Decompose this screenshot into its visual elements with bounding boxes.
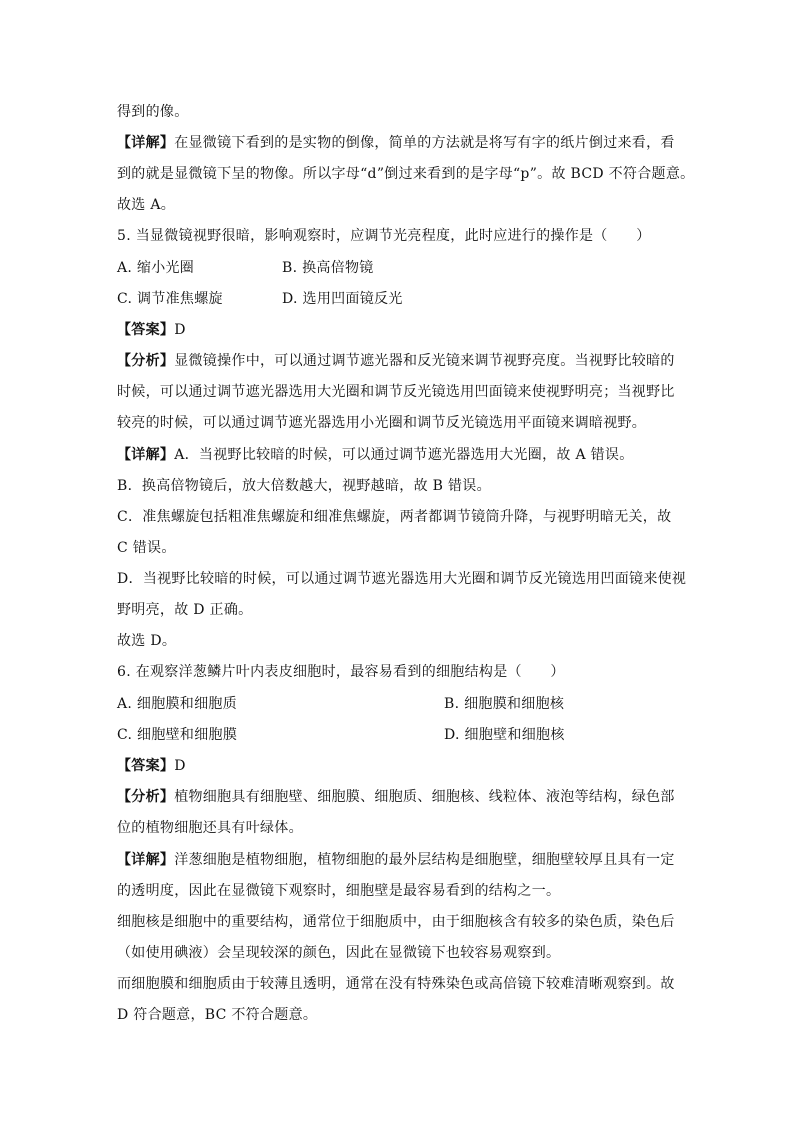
detail-5 — [117, 445, 687, 465]
selection-line: 故选 D。 — [117, 633, 177, 649]
text-line: D．当视野比较暗的时候，可以通过调节遮光器选用大光圈和调节反光镜选用凹面镜来使视 — [117, 571, 687, 587]
answer-value: D — [174, 758, 186, 774]
selection-line: 故选 A。 — [117, 197, 176, 213]
detail-6 — [117, 850, 687, 870]
answer-6 — [117, 756, 687, 776]
analysis-tag: 【分析】 — [117, 353, 175, 369]
answer-tag: 【答案】 — [117, 758, 175, 774]
text-line: 较亮的时候，可以通过调节遮光器选用小光圈和调节反光镜选用平面镜来调暗视野。 — [117, 415, 647, 431]
text-line: 野明亮，故 D 正确。 — [117, 602, 253, 618]
question-5: 5. 当显微镜视野很暗，影响观察时，应调节光亮程度，此时应进行的操作是（ ） — [117, 228, 651, 244]
detail-paragraph-q4 — [117, 133, 687, 153]
text-line: 的透明度，因此在显微镜下观察时，细胞壁是最容易看到的结构之一。 — [117, 883, 561, 899]
text-line: C 错误。 — [117, 540, 176, 556]
text-run: 植物细胞具有细胞壁、细胞膜、细胞质、细胞核、线粒体、液泡等结构，绿色部 — [174, 789, 675, 805]
detail-tag: 【详解】 — [117, 852, 175, 868]
text-line: 时候，可以通过调节遮光器选用大光圈和调节反光镜选用凹面镜来使视野明亮；当视野比 — [117, 384, 675, 400]
text-run: A．当视野比较暗的时候，可以通过调节遮光器选用大光圈，故 A 错误。 — [174, 447, 634, 463]
text-run: 在显微镜下看到的是实物的倒像，简单的方法就是将写有字的纸片倒过来看，看 — [174, 135, 675, 151]
detail-tag: 【详解】 — [117, 447, 175, 463]
text-run: 洋葱细胞是植物细胞，植物细胞的最外层结构是细胞壁，细胞壁较厚且具有一定 — [174, 852, 675, 868]
option-d: D. 细胞壁和细胞核 — [444, 727, 565, 743]
option-b: B. 换高倍物镜 — [282, 260, 374, 276]
detail-tag: 【详解】 — [117, 135, 175, 151]
analysis-6 — [117, 787, 687, 807]
answer-value: D — [174, 322, 186, 338]
analysis-5 — [117, 351, 687, 371]
text-line: 到的就是显微镜下呈的物像。所以字母“d”倒过来看到的是字母“p”。故 BCD 不符合题意。 — [117, 166, 695, 182]
option-d: D. 选用凹面镜反光 — [282, 291, 403, 307]
text-line: C．准焦螺旋包括粗准焦螺旋和细准焦螺旋，两者都调节镜筒升降，与视野明暗无关，故 — [117, 509, 672, 525]
option-a: A. 细胞膜和细胞质 — [117, 696, 238, 712]
text-line: （如使用碘液）会呈现较深的颜色，因此在显微镜下也较容易观察到。 — [117, 945, 561, 961]
option-c: C. 细胞壁和细胞膜 — [117, 727, 238, 743]
text-run: 显微镜操作中，可以通过调节遮光器和反光镜来调节视野亮度。当视野比较暗的 — [174, 353, 675, 369]
answer-5 — [117, 320, 687, 340]
text-line: 位的植物细胞还具有叶绿体。 — [117, 820, 303, 836]
option-a: A. 缩小光圈 — [117, 260, 195, 276]
analysis-tag: 【分析】 — [117, 789, 175, 805]
answer-tag: 【答案】 — [117, 322, 175, 338]
text-line: 而细胞膜和细胞质由于较薄且透明，通常在没有特殊染色或高倍镜下较难清晰观察到。故 — [117, 976, 675, 992]
option-b: B. 细胞膜和细胞核 — [444, 696, 565, 712]
text-line: D 符合题意，BC 不符合题意。 — [117, 1007, 318, 1023]
text-line: B．换高倍物镜后，放大倍数越大，视野越暗，故 B 错误。 — [117, 478, 491, 494]
text-line: 细胞核是细胞中的重要结构，通常位于细胞质中，由于细胞核含有较多的染色质，染色后 — [117, 914, 675, 930]
option-c: C. 调节准焦螺旋 — [117, 291, 223, 307]
text-line: 得到的像。 — [117, 104, 189, 120]
question-6: 6. 在观察洋葱鳞片叶内表皮细胞时，最容易看到的细胞结构是（ ） — [117, 664, 565, 680]
